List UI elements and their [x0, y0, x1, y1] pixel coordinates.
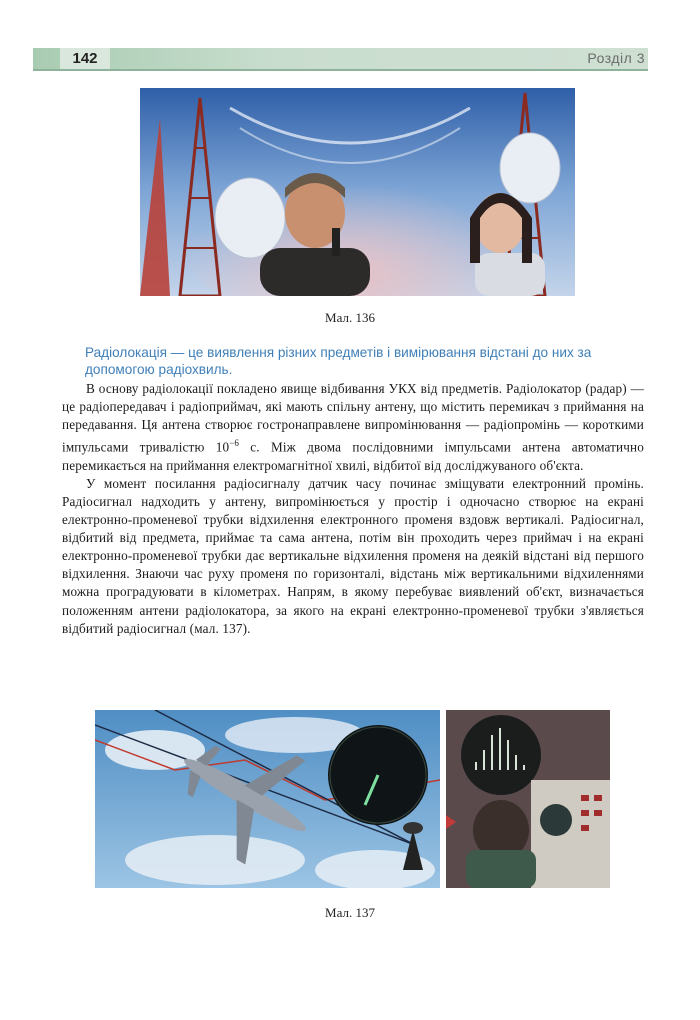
definition-text: Радіолокація — це виявлення різних предметів і вимірювання відстані до них за допомогою радіохвиль. [85, 345, 592, 377]
paragraph-1-end: с. Між двома послідовними імпульсами антена автоматично перемикається на приймання електромагнітної хвилі, відбитої від досліджуваного об'єкта. [62, 439, 644, 473]
paragraph-1-start: В основу радіолокації покладено явище відбивання УКХ від предметів. Радіолокатор (радар) — це радіопередавач і радіоприймач, які мають спільну антену, що містить перемикач з приймання на передавання. Ця антена створює гостронаправлене випромінювання — радіопромінь — короткими імпульсами тривалістю 10 [62, 381, 644, 455]
paragraph-1 [62, 380, 644, 475]
figure-137-radar-operator [446, 710, 610, 888]
figure-136-caption: Мал. 136 [325, 310, 375, 325]
page-number: 142 [60, 48, 110, 69]
airplane-radar-illustration [95, 710, 440, 888]
radio-presenters-illustration [140, 88, 575, 296]
paragraph-1-exponent: −6 [229, 438, 240, 449]
figure-137-airplane-radar [95, 710, 440, 888]
body-text [62, 380, 644, 638]
header-bar [33, 48, 648, 71]
figure-136-photo [140, 88, 575, 296]
paragraph-2: У момент посилання радіосигналу датчик часу починає зміщувати електронний промінь. Радіосигнал надходить у антену, випромінюється у простір і одночасно створює на екрані електронно-променевої трубки відхилення електронного променя вздовж вертикалі. Радіосигнал, відбитий від предмета, приймає та сама антена, потім він проходить через приймач і на екрані електронно-променевої трубки дає вертикальне відхилення променя на деякій відстані від першого відхилення. Знаючи час руху променя по горизонталі, відстань між вертикальними відхиленнями можна проградуювати в кілометрах. Напрям, в якому перебуває виявлений об'єкт, визначається положенням антени радіолокатора, за якого на екрані електронно-променевої трубки з'являється відбитий радіосигнал (мал. 137). [62, 475, 644, 636]
section-title: Розділ 3 [587, 50, 645, 66]
radar-operator-illustration [446, 710, 610, 888]
figure-137-caption: Мал. 137 [325, 905, 375, 920]
